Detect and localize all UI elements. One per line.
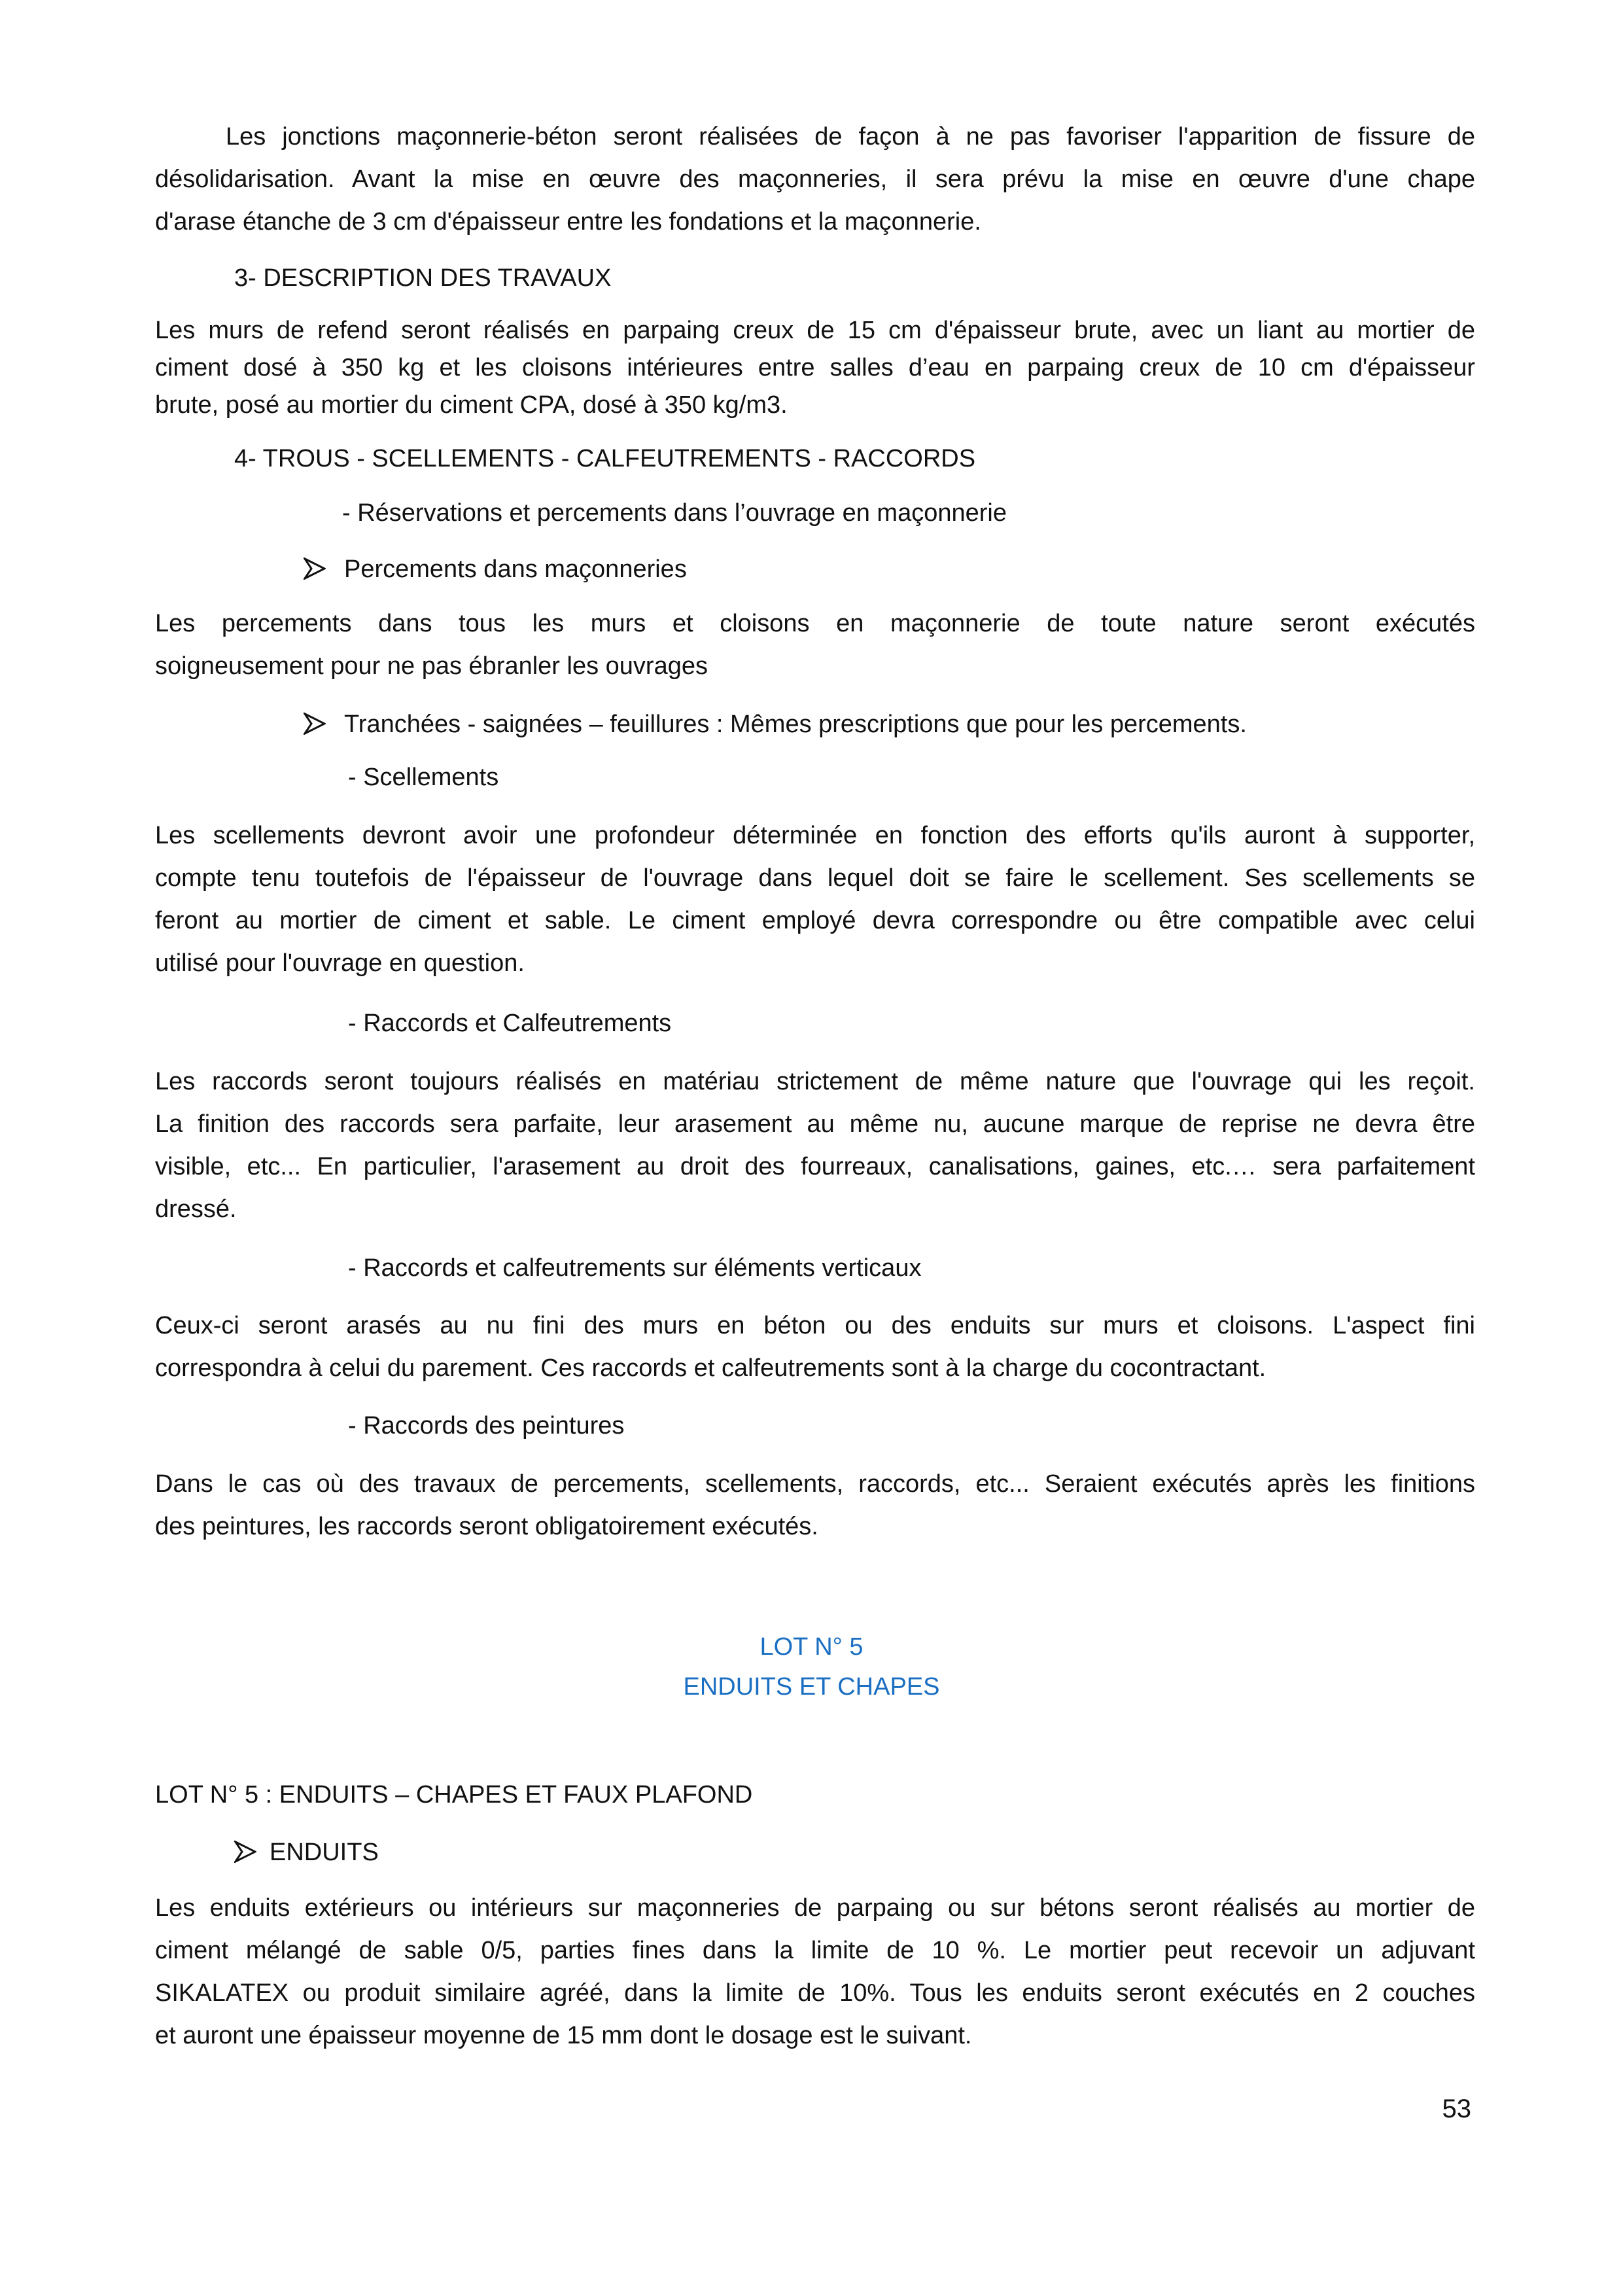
subheading-verticaux: - Raccords et calfeutrements sur éléments verticaux (348, 1254, 922, 1282)
lot-title-line-2: ENDUITS ET CHAPES (683, 1673, 940, 1701)
section-3-line: Les murs de refend seront réalisés en parpaing creux de 15 cm d'épaisseur brute, avec un liant au mortier de (155, 317, 1475, 344)
subheading-scellements: - Scellements (348, 764, 499, 791)
raccords-line: La finition des raccords sera parfaite, leur arasement au même nu, aucune marque de reprise ne devra être (155, 1110, 1475, 1138)
bullet-percements-label: Percements dans maçonneries (344, 556, 687, 583)
verticaux-line: Ceux-ci seront arasés au nu fini des murs en béton ou des enduits sur murs et cloisons. L'aspect fini (155, 1312, 1475, 1339)
section-3-heading: 3- DESCRIPTION DES TRAVAUX (234, 264, 612, 292)
raccords-line: dressé. (155, 1195, 237, 1223)
enduits-line: SIKALATEX ou produit similaire agréé, dans la limite de 10%. Tous les enduits seront exécutés en 2 couches (155, 1979, 1475, 2007)
intro-line: Les jonctions maçonnerie-béton seront réalisées de façon à ne pas favoriser l'apparition de fissure de (226, 123, 1475, 150)
scellements-paragraph (155, 815, 1475, 985)
section-3-paragraph (155, 312, 1475, 424)
section-3-line: brute, posé au mortier du ciment CPA, dosé à 350 kg/m3. (155, 391, 788, 419)
scellements-line: Les scellements devront avoir une profondeur déterminée en fonction des efforts qu'ils auront à supporter, (155, 822, 1475, 849)
scellements-line: compte tenu toutefois de l'épaisseur de l'ouvrage dans lequel doit se faire le scellement. Ses scellements se (155, 864, 1475, 892)
percements-line: soigneusement pour ne pas ébranler les ouvrages (155, 652, 708, 680)
intro-line: désolidarisation. Avant la mise en œuvre des maçonneries, il sera prévu la mise en œuvre d'une chape (155, 166, 1475, 193)
intro-line: d'arase étanche de 3 cm d'épaisseur entre les fondations et la maçonnerie. (155, 208, 981, 236)
lot-5-heading: LOT N° 5 : ENDUITS – CHAPES ET FAUX PLAFOND (155, 1781, 753, 1809)
peintures-line: Dans le cas où des travaux de percements, scellements, raccords, etc... Seraient exécutés après les finitions (155, 1470, 1475, 1498)
page-number: 53 (1442, 2094, 1471, 2123)
enduits-line: Les enduits extérieurs ou intérieurs sur maçonneries de parpaing ou sur bétons seront réalisés au mortier de (155, 1894, 1475, 1922)
raccords-paragraph (155, 1061, 1475, 1231)
subheading-raccords: - Raccords et Calfeutrements (348, 1010, 672, 1037)
section-3-line: ciment dosé à 350 kg et les cloisons intérieures entre salles d’eau en parpaing creux de 10 cm d'épaisseur (155, 354, 1475, 381)
intro-paragraph (155, 116, 1475, 243)
subheading-reservations: - Réservations et percements dans l’ouvrage en maçonnerie (342, 499, 1007, 527)
raccords-line: Les raccords seront toujours réalisés en matériau strictement de même nature que l'ouvrage qui les reçoit. (155, 1068, 1475, 1095)
percements-paragraph (155, 603, 1475, 688)
raccords-line: visible, etc... En particulier, l'arasement au droit des fourreaux, canalisations, gaines, etc.… sera parfaitement (155, 1153, 1475, 1180)
scellements-line: feront au mortier de ciment et sable. Le ciment employé devra correspondre ou être compatible avec celui (155, 907, 1475, 934)
bullet-tranchees (304, 708, 1247, 741)
lot-title-line-1: LOT N° 5 (759, 1633, 864, 1661)
peintures-line: des peintures, les raccords seront obligatoirement exécutés. (155, 1513, 818, 1540)
bullet-percements (304, 553, 687, 586)
arrowhead-bullet-icon (234, 1841, 256, 1863)
verticaux-paragraph (155, 1305, 1475, 1390)
verticaux-line: correspondra à celui du parement. Ces raccords et calfeutrements sont à la charge du cocontractant. (155, 1354, 1266, 1382)
peintures-paragraph (155, 1463, 1475, 1548)
scellements-line: utilisé pour l'ouvrage en question. (155, 949, 525, 977)
bullet-enduits-label: ENDUITS (270, 1839, 379, 1866)
section-4-heading: 4- TROUS - SCELLEMENTS - CALFEUTREMENTS - RACCORDS (234, 445, 976, 472)
percements-line: Les percements dans tous les murs et cloisons en maçonnerie de toute nature seront exécutés (155, 610, 1475, 637)
arrowhead-bullet-icon (304, 557, 326, 580)
subheading-peintures: - Raccords des peintures (348, 1412, 625, 1439)
arrowhead-bullet-icon (304, 713, 326, 735)
enduits-line: et auront une épaisseur moyenne de 15 mm dont le dosage est le suivant. (155, 2022, 972, 2049)
enduits-line: ciment mélangé de sable 0/5, parties fines dans la limite de 10 %. Le mortier peut recevoir un adjuvant (155, 1937, 1475, 1964)
enduits-paragraph (155, 1887, 1475, 2057)
bullet-tranchees-label: Tranchées - saignées – feuillures : Mêmes prescriptions que pour les percements. (344, 711, 1247, 738)
bullet-enduits (234, 1836, 379, 1869)
